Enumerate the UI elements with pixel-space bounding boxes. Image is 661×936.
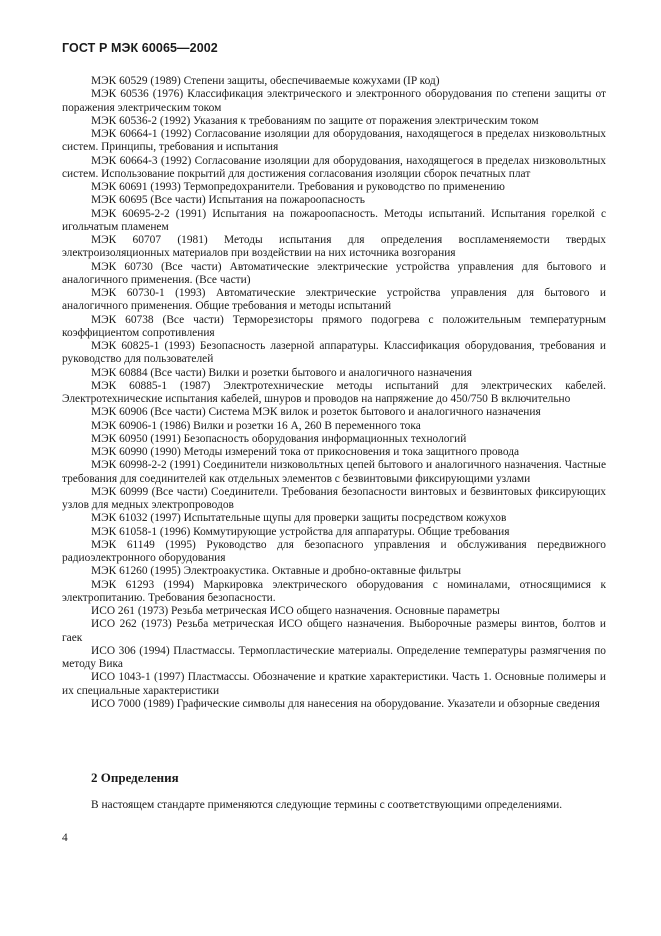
reference-entry: МЭК 60906-1 (1986) Вилки и розетки 16 А, 260 В переменного тока	[91, 419, 421, 432]
reference-entry: МЭК 60999 (Все части) Соединители. Требования безопасности винтовых и безвинтовых фиксирующих узлов для медных электропроводов	[62, 485, 606, 511]
reference-entry: МЭК 61149 (1995) Руководство для безопасного управления и обслуживания передвижного радиоэлектронного оборудования	[62, 538, 606, 564]
reference-entry: МЭК 60529 (1989) Степени защиты, обеспечиваемые кожухами (IP код)	[91, 75, 440, 87]
reference-entry: ИСО 1043-1 (1997) Пластмассы. Обозначение и краткие характеристики. Часть 1. Основные полимеры и их специальные характеристики	[62, 671, 606, 697]
reference-entry: ИСО 261 (1973) Резьба метрическая ИСО общего назначения. Основные параметры	[91, 605, 500, 617]
reference-entry: МЭК 61260 (1995) Электроакустика. Октавные и дробно-октавные фильтры	[91, 565, 461, 578]
reference-entry: МЭК 60536-2 (1992) Указания к требованиям по защите от поражения электрическим током	[91, 114, 539, 127]
reference-entry: МЭК 60707 (1981) Методы испытания для определения воспламеняемости твердых электроизоляционных материалов при воздействии на них источника возгорания	[62, 234, 606, 260]
section-intro-paragraph: В настоящем стандарте применяются следующие термины с соответствующими определениями.	[91, 799, 563, 811]
reference-entry: МЭК 60884 (Все части) Вилки и розетки бытового и аналогичного назначения	[91, 366, 472, 379]
reference-entry: МЭК 60950 (1991) Безопасность оборудования информационных технологий	[91, 432, 467, 445]
reference-entry: МЭК 60536 (1976) Классификация электрического и электронного оборудования по степени защиты от поражения электрическим током	[62, 88, 606, 114]
reference-entry: МЭК 61032 (1997) Испытательные щупы для проверки защиты посредством кожухов	[91, 512, 507, 525]
reference-entry: МЭК 60695 (Все части) Испытания на пожароопасность	[91, 194, 365, 207]
reference-entry: МЭК 60885-1 (1987) Электротехнические методы испытаний для электрических кабелей. Электротехнические испытания кабелей, шнуров и проводов на напряжение до 450/750 В включительно	[62, 379, 606, 405]
reference-entry: ИСО 7000 (1989) Графические символы для нанесения на оборудование. Указатели и обзорные сведения	[91, 697, 600, 710]
reference-entry: МЭК 60738 (Все части) Терморезисторы прямого подогрева с положительным температурным коэффициентом сопротивления	[62, 313, 606, 339]
reference-entry: МЭК 60825-1 (1993) Безопасность лазерной аппаратуры. Классификация оборудования, требования и руководство для пользователей	[62, 340, 606, 366]
reference-entry: МЭК 60730 (Все части) Автоматические электрические устройства управления для бытового и аналогичного применения. (Все части)	[62, 260, 606, 286]
reference-entry: МЭК 60664-1 (1992) Согласование изоляции для оборудования, находящегося в пределах низковольтных систем. Принципы, требования и испытания	[62, 128, 606, 154]
normative-references-list	[62, 75, 606, 711]
reference-entry: ИСО 306 (1994) Пластмассы. Термопластические материалы. Определение температуры размягчения по методу Вика	[62, 644, 606, 670]
section-heading: 2 Определения	[91, 770, 179, 785]
reference-entry: МЭК 60664-3 (1992) Согласование изоляции для оборудования, находящегося в пределах низковольтных систем. Использование покрытий для достижения согласования изоляции сборок печатных плат	[62, 154, 606, 180]
reference-entry: МЭК 61058-1 (1996) Коммутирующие устройства для аппаратуры. Общие требования	[91, 525, 510, 538]
reference-entry: МЭК 60730-1 (1993) Автоматические электрические устройства управления для бытового и аналогичного применения. Общие требования и методы испытаний	[62, 287, 606, 313]
reference-entry: МЭК 60691 (1993) Термопредохранители. Требования и руководство по применению	[91, 181, 505, 193]
reference-entry: МЭК 60990 (1990) Методы измерений тока от прикосновения и тока защитного провода	[91, 446, 520, 458]
reference-entry: МЭК 60906 (Все части) Система МЭК вилок и розеток бытового и аналогичного назначения	[91, 406, 541, 419]
reference-entry: МЭК 61293 (1994) Маркировка электрического оборудования с номиналами, относящимися к электропитанию. Требования безопасности.	[62, 578, 606, 604]
reference-entry: МЭК 60695-2-2 (1991) Испытания на пожароопасность. Методы испытаний. Испытания горелкой с игольчатым пламенем	[62, 207, 606, 233]
page-number: 4	[62, 832, 68, 844]
document-header: ГОСТ Р МЭК 60065—2002	[62, 41, 218, 55]
reference-entry: ИСО 262 (1973) Резьба метрическая ИСО общего назначения. Выборочные размеры винтов, болтов и гаек	[62, 618, 606, 644]
reference-entry: МЭК 60998-2-2 (1991) Соединители низковольтных цепей бытового и аналогичного назначения. Частные требования для соединителей как отдельных элементов с безвинтовыми фиксирующими узлами	[62, 459, 606, 485]
